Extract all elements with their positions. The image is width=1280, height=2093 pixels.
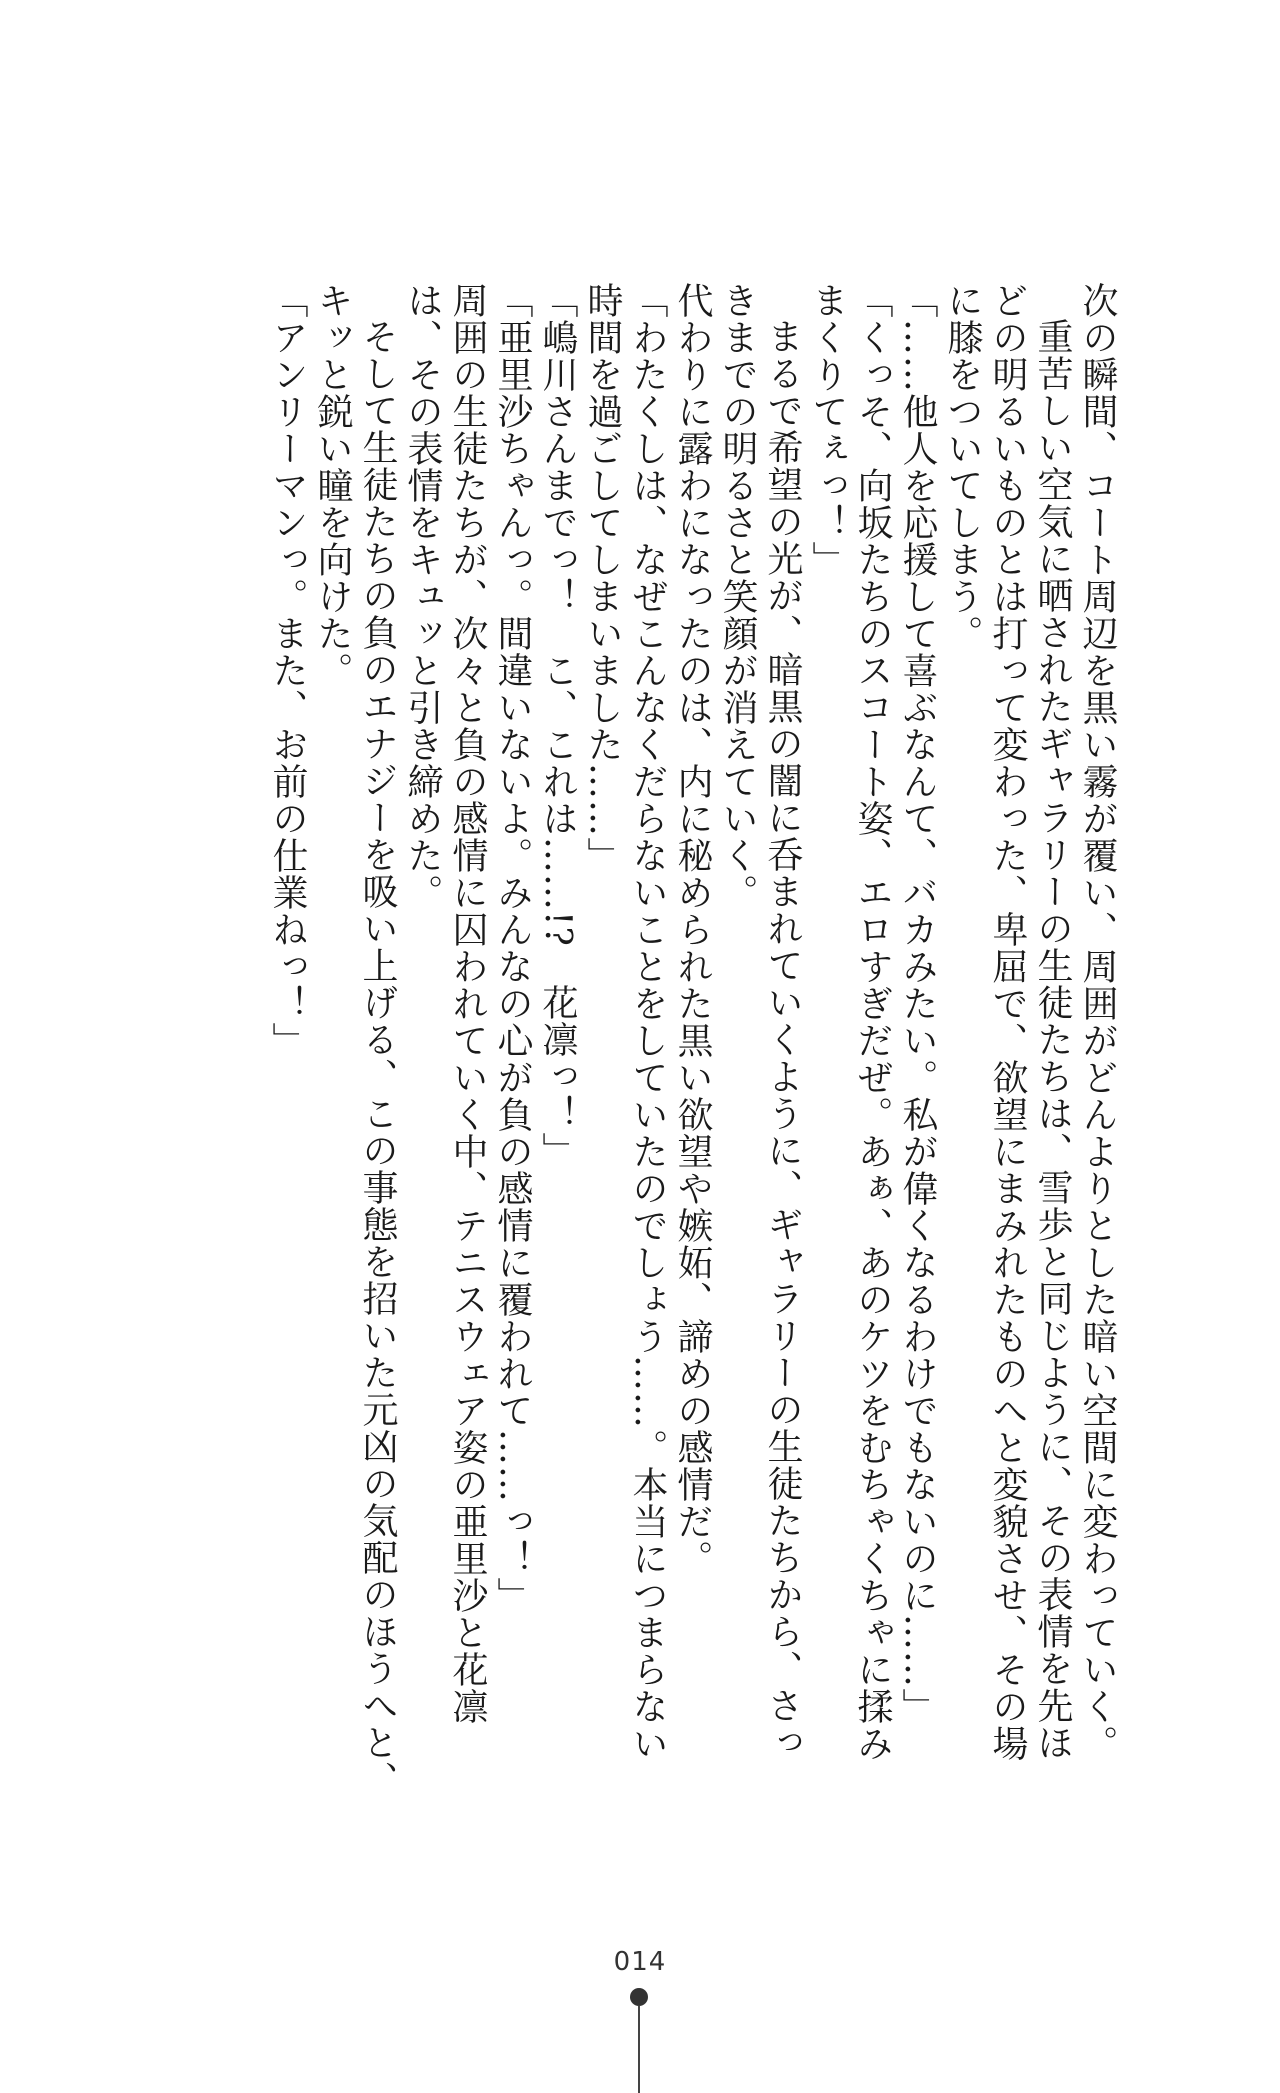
text-line-12: 時間を過ごしてしまいました……」 (582, 282, 623, 874)
page-number: 014 (613, 1947, 667, 1977)
text-line-7: まくりてぇっ！」 (807, 282, 848, 578)
text-line-6: 「くっそ、向坂たちのスコート姿、エロすぎだぜ。あぁ、あのケツをむちゃくちゃに揉み (852, 282, 893, 1762)
text-line-9: きまでの明るさと笑顔が消えていく。 (717, 282, 758, 911)
text-line-18: キッと鋭い瞳を向けた。 (312, 282, 353, 689)
text-line-8: まるで希望の光が、暗黒の闇に呑まれていくように、ギャラリーの生徒たちから、さっ (762, 318, 803, 1761)
text-line-2: 重苦しい空気に晒されたギャラリーの生徒たちは、雪歩と同じように、その表情を先ほ (1032, 318, 1073, 1761)
text-line-13: 「嶋川さんまでっ！ こ、これは……!? 花凛っ！」 (537, 282, 578, 1169)
text-line-5: 「……他人を応援して喜ぶなんて、バカみたい。私が偉くなるわけでもないのに……」 (897, 282, 938, 1725)
text-line-16: は、その表情をキュッと引き締めた。 (402, 282, 443, 911)
page-marker-line (638, 2006, 640, 2093)
text-line-11: 「わたくしは、なぜこんなくだらないことをしていたのでしょう……。本当につまらない (627, 282, 668, 1762)
text-line-14: 「亜里沙ちゃんっ。間違いないよ。みんなの心が負の感情に覆われて……っ！」 (492, 282, 533, 1614)
text-line-17: そして生徒たちの負のエナジーを吸い上げる、この事態を招いた元凶の気配のほうへと、 (357, 318, 398, 1798)
text-line-15: 周囲の生徒たちが、次々と負の感情に囚われていく中、テニスウェア姿の亜里沙と花凛 (447, 282, 488, 1725)
text-line-4: に膝をついてしまう。 (942, 282, 983, 652)
text-line-10: 代わりに露わになったのは、内に秘められた黒い欲望や嫉妬、諦めの感情だ。 (672, 282, 713, 1577)
text-line-19: 「アンリーマンっ。また、お前の仕業ねっ！」 (267, 282, 308, 1059)
text-line-3: どの明るいものとは打って変わった、卑屈で、欲望にまみれたものへと変貌させ、その場 (987, 282, 1028, 1762)
page-marker-dot-icon (630, 1988, 648, 2006)
novel-text-block (160, 282, 1120, 1798)
text-line-1: 次の瞬間、コート周辺を黒い霧が覆い、周囲がどんよりとした暗い空間に変わっていく。 (1077, 282, 1118, 1762)
